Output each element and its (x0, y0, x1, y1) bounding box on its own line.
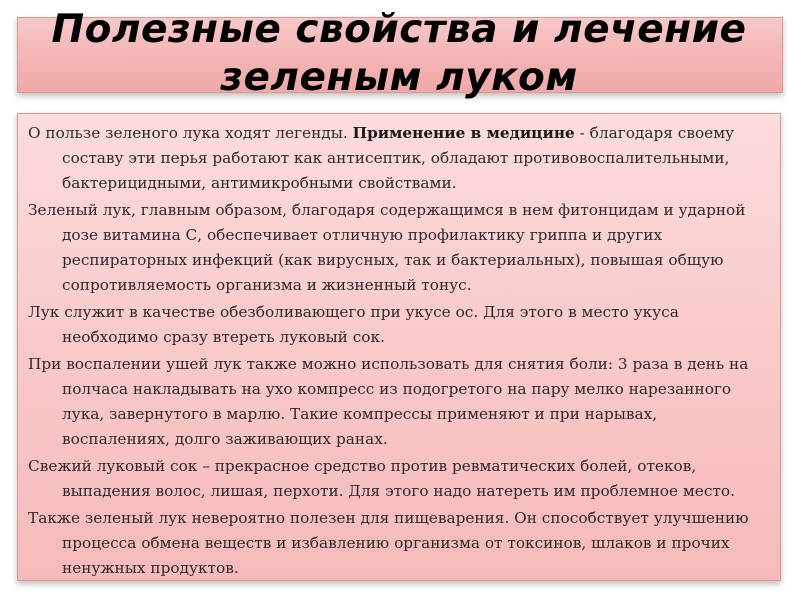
slide-title: Полезные свойства и лечение зеленым луком (51, 7, 747, 100)
paragraph-onion-juice: Свежий луковый сок – прекрасное средство против ревматических болей, отеков, выпадения волос, лишая, перхоти. Для этого надо натереть им проблемное место. (28, 457, 735, 500)
content-box (17, 113, 781, 581)
paragraph-immunity: Зеленый лук, главным образом, благодаря содержащимся в нем фитонцидам и ударной дозе витамина С, обеспечивает отличную профилактику гриппа и других респираторных инфекций (как вирусных, так и бактериальных), повышая общую сопротивляемость организма и жизненный тонус. (28, 201, 746, 294)
paragraph-rest: - благодаря своему составу эти перья работают как антисептик, обладают противовоспалительными, бактерицидными, антимикробными свойствами. (62, 124, 735, 192)
paragraph-digestion: Также зеленый лук невероятно полезен для пищеварения. Он способствует улучшению процесса обмена веществ и избавлению организма от токсинов, шлаков и прочих ненужных продуктов. (28, 509, 749, 577)
paragraph-medicine (28, 121, 766, 196)
paragraph-ear-inflammation: При воспалении ушей лук также можно использовать для снятия боли: 3 раза в день на полчаса накладывать на ухо компресс из подогретого на пару мелко нарезанного лука, завернутого в марлю. Такие компрессы применяют и при нарывах, воспалениях, долго заживающих ранах. (28, 355, 749, 448)
paragraph-lead: О пользе зеленого лука ходят легенды. (28, 124, 353, 142)
paragraph-wasp-sting: Лук служит в качестве обезболивающего при укусе ос. Для этого в место укуса необходимо сразу втереть луковый сок. (28, 303, 679, 346)
paragraph-bold: Применение в медицине (352, 124, 575, 142)
